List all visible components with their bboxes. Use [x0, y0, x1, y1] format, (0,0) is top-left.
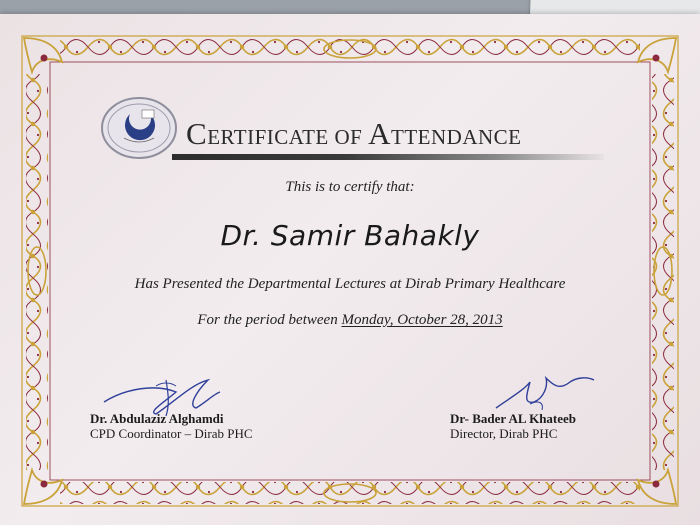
signatory-left-name: Dr. Abdulaziz Alghamdi: [90, 411, 224, 426]
signatory-right-name: Dr- Bader AL Khateeb: [450, 411, 577, 426]
certificate-title: CERTIFICATE OF ATTENDANCE: [186, 116, 522, 151]
certify-line: This is to certify that:: [285, 179, 415, 195]
signatory-right: [450, 411, 576, 441]
national-guard-seal-icon: [100, 96, 178, 160]
certificate-header: [100, 96, 610, 176]
presented-line: Has Presented the Departmental Lectures at Dirab Primary Healthcare: [134, 276, 566, 292]
recipient-name: Dr. Samir Bahakly: [220, 219, 480, 252]
title-underline-rule: [172, 154, 604, 160]
certificate-sheet: [0, 14, 700, 525]
signatory-left: [90, 411, 253, 441]
period-date: Monday, October 28, 2013: [341, 312, 503, 328]
period-prefix: For the period between: [197, 312, 338, 328]
period-line: [0, 312, 700, 329]
ornamental-border: [0, 14, 700, 525]
signatory-right-role: Director, Dirab PHC: [450, 426, 558, 441]
signatory-left-role: CPD Coordinator – Dirab PHC: [90, 426, 253, 441]
